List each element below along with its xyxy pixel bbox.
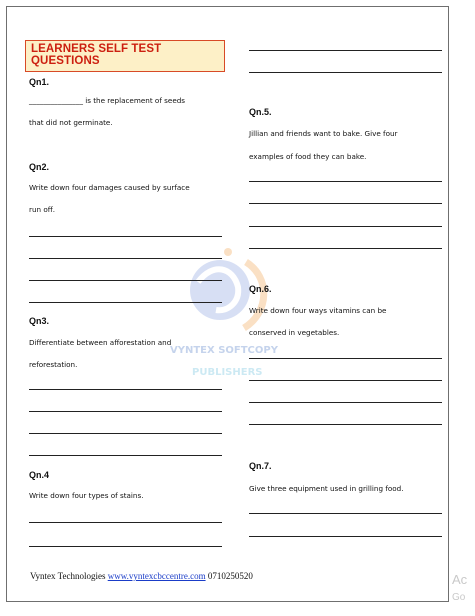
answer-line[interactable]: [249, 513, 442, 514]
answer-line[interactable]: [249, 50, 442, 51]
answer-line[interactable]: [29, 411, 222, 412]
answer-line[interactable]: [249, 536, 442, 537]
question-2-text-cont: run off.: [29, 205, 55, 214]
footer-company: Vyntex Technologies: [30, 571, 108, 581]
question-1-text-cont: that did not germinate.: [29, 118, 113, 127]
question-4-text: Write down four types of stains.: [29, 491, 144, 500]
question-5-text-cont: examples of food they can bake.: [249, 152, 367, 161]
page-title: LEARNERS SELF TEST QUESTIONS: [31, 43, 162, 67]
footer-website-link[interactable]: www.vyntexcbccentre.com: [107, 571, 206, 581]
answer-line[interactable]: [29, 522, 222, 523]
question-1-blank: _______________: [29, 96, 83, 105]
question-1-text: _______________ is the replacement of seeds: [29, 96, 186, 105]
question-3-label: Qn3.: [29, 316, 50, 326]
activation-overlay-subtext: Go: [452, 592, 466, 603]
answer-line[interactable]: [249, 424, 442, 425]
answer-line[interactable]: [29, 236, 222, 237]
footer: [30, 571, 253, 581]
answer-line[interactable]: [29, 258, 222, 259]
footer-phone: 0710250520: [205, 571, 253, 581]
watermark-line1: VYNTEX SOFTCOPY: [170, 345, 278, 356]
question-3-text: Differentiate between afforestation and: [29, 338, 172, 347]
activation-overlay-text: Ac: [452, 572, 468, 587]
answer-line[interactable]: [249, 402, 442, 403]
answer-line[interactable]: [29, 302, 222, 303]
answer-line[interactable]: [249, 226, 442, 227]
question-6-text: Write down four ways vitamins can be: [249, 306, 387, 315]
question-7-text: Give three equipment used in grilling food.: [249, 484, 404, 493]
question-6-text-cont: conserved in vegetables.: [249, 328, 340, 337]
question-7-label: Qn.7.: [249, 461, 272, 471]
question-3-text-cont: reforestation.: [29, 360, 78, 369]
watermark-line2: PUBLISHERS: [192, 367, 263, 378]
answer-line[interactable]: [249, 203, 442, 204]
answer-line[interactable]: [249, 72, 442, 73]
title-box: [25, 40, 225, 72]
answer-line[interactable]: [29, 280, 222, 281]
question-6-label: Qn.6.: [249, 284, 272, 294]
answer-line[interactable]: [249, 380, 442, 381]
question-2-text: Write down four damages caused by surface: [29, 183, 190, 192]
answer-line[interactable]: [29, 389, 222, 390]
answer-line[interactable]: [249, 181, 442, 182]
question-2-label: Qn2.: [29, 162, 50, 172]
question-5-text: Jillian and friends want to bake. Give four: [249, 129, 398, 138]
question-4-label: Qn.4: [29, 470, 50, 480]
question-5-label: Qn.5.: [249, 107, 272, 117]
answer-line[interactable]: [249, 358, 442, 359]
answer-line[interactable]: [29, 433, 222, 434]
question-1-label: Qn1.: [29, 77, 50, 87]
answer-line[interactable]: [29, 455, 222, 456]
answer-line[interactable]: [249, 248, 442, 249]
answer-line[interactable]: [29, 546, 222, 547]
